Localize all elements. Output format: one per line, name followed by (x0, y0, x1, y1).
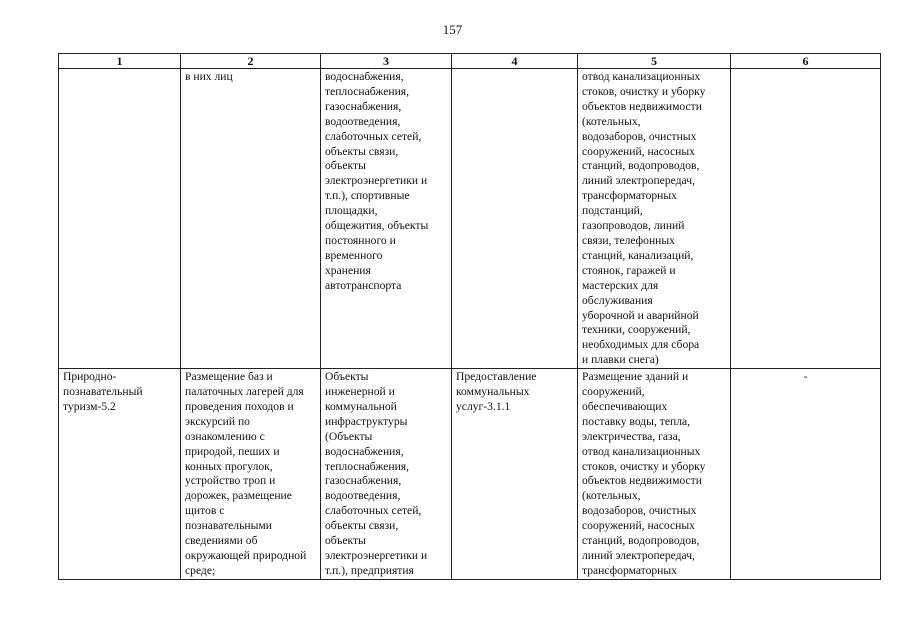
table-cell (731, 369, 881, 580)
page-number: 157 (442, 22, 463, 37)
table-cell (321, 369, 452, 580)
column-header-2: 2 (181, 54, 321, 69)
table-cell (452, 69, 578, 369)
table-cell (578, 69, 731, 369)
column-header-6: 6 (731, 54, 881, 69)
header-row (59, 54, 881, 69)
table-cell (321, 69, 452, 369)
column-header-4: 4 (452, 54, 578, 69)
table-row (59, 69, 881, 369)
table-cell (452, 369, 578, 580)
cell-text: Размещение баз и палаточных лагерей для проведения походов и экскурсий по ознакомлению с природой, пеших и конных прогулок, устройство троп и дорожек, размещение щитов с познавательными сведениями об окружающей природной среде; (185, 370, 307, 577)
table-cell (59, 69, 181, 369)
column-header-3: 3 (321, 54, 452, 69)
table-row (59, 369, 881, 580)
cell-text: Предоставление коммунальных услуг-3.1.1 (456, 370, 537, 413)
column-header-5: 5 (578, 54, 731, 69)
column-header-1: 1 (59, 54, 181, 69)
cell-text: в них лиц (185, 70, 233, 83)
table-cell (731, 69, 881, 369)
table-cell (578, 369, 731, 580)
cell-text: Размещение зданий и сооружений, обеспечивающих поставку воды, тепла, электричества, газа, отвод канализационных стоков, очистку и уборку объектов недвижимости (котельных, водозаборов, очистных сооружений, насосных станций, водопроводов, линий электропередач, трансформаторных (582, 370, 706, 577)
cell-text: Природно- познавательный туризм-5.2 (63, 370, 143, 413)
cell-text: водоснабжения, теплоснабжения, газоснабжения, водоотведения, слаботочных сетей, объекты связи, объекты электроэнергетики и т.п.), спортивные площадки, общежития, объекты постоянного и временного хранения автотранспорта (325, 70, 429, 292)
regulations-table (58, 53, 881, 580)
table-cell (59, 369, 181, 580)
cell-text: отвод канализационных стоков, очистку и уборку объектов недвижимости (котельных, водозаборов, очистных сооружений, насосных станций, водопроводов, линий электропередач, трансформаторных подстанций, газопроводов, линий связи, телефонных станций, канализаций, стоянок, гаражей и мастерских для обслуживания уборочной и аварийной техники, сооружений, необходимых для сбора и плавки снега) (582, 70, 706, 367)
table-cell (181, 369, 321, 580)
cell-text: - (803, 370, 808, 384)
table-cell (181, 69, 321, 369)
cell-text: Объекты инженерной и коммунальной инфраструктуры (Объекты водоснабжения, теплоснабжения, газоснабжения, водоотведения, слаботочных сетей, объекты связи, объекты электроэнергетики и т.п.), предприятия (325, 370, 428, 577)
